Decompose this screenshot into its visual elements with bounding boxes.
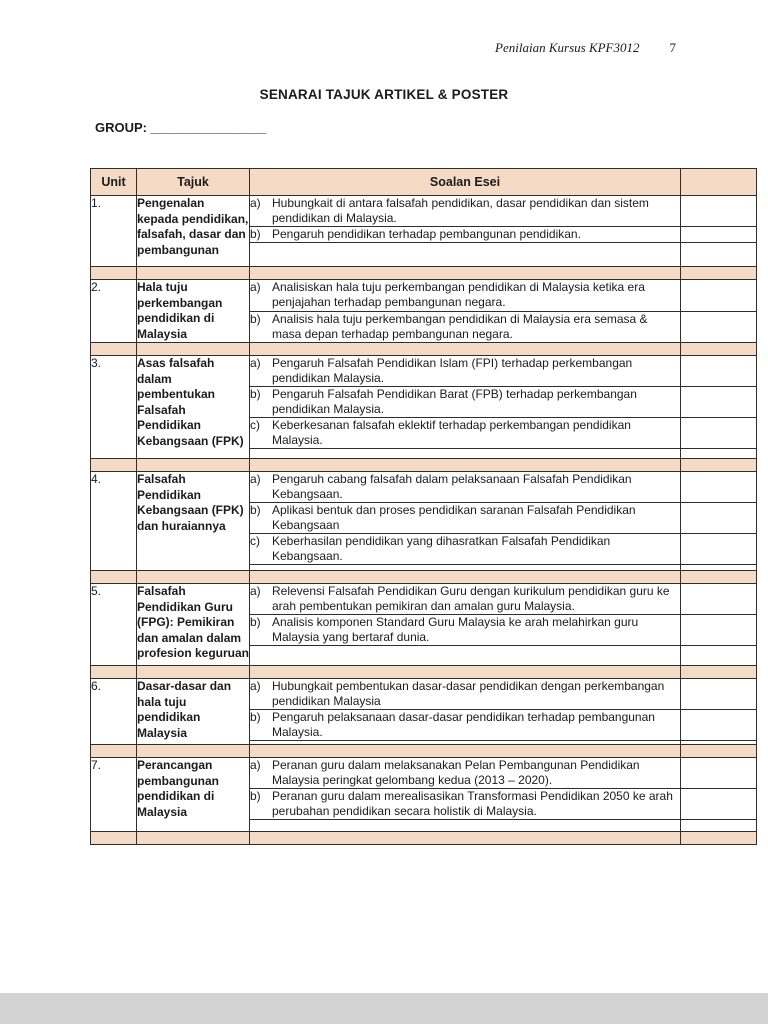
soalan-label: b) — [250, 710, 261, 724]
spacer-extra-cell — [681, 646, 757, 666]
soalan-row — [91, 196, 757, 227]
soalan-item — [250, 472, 680, 502]
unit-cell: 6. — [91, 679, 137, 745]
group-blank: ________________ — [150, 120, 267, 135]
soalan-text: Analisis komponen Standard Guru Malaysia ke arah melahirkan guru Malaysia yang bertaraf dunia. — [272, 615, 639, 644]
extra-cell — [681, 227, 757, 243]
separator-cell — [250, 343, 681, 356]
soalan-cell — [250, 387, 681, 418]
soalan-label: b) — [250, 789, 261, 803]
soalan-label: a) — [250, 584, 261, 598]
spacer-extra-cell — [681, 449, 757, 459]
soalan-text: Peranan guru dalam melaksanakan Pelan Pembangunan Pendidikan Malaysia peringkat gelombang kedua (2013 – 2020). — [272, 758, 640, 787]
soalan-label: a) — [250, 472, 261, 486]
soalan-cell — [250, 280, 681, 312]
soalan-item — [250, 418, 680, 448]
soalan-text: Relevensi Falsafah Pendidikan Guru dengan kurikulum pendidikan guru ke arah pembentukan pemikiran dan amalan guru Malaysia. — [272, 584, 670, 613]
soalan-row — [91, 356, 757, 387]
unit-cell: 5. — [91, 584, 137, 666]
separator-cell — [250, 267, 681, 280]
unit-cell: 3. — [91, 356, 137, 459]
extra-cell — [681, 356, 757, 387]
page-number: 7 — [669, 40, 676, 55]
header-row — [91, 169, 757, 196]
soalan-item — [250, 534, 680, 564]
soalan-cell — [250, 227, 681, 243]
extra-cell — [681, 534, 757, 565]
soalan-text: Analisiskan hala tuju perkembangan pendidikan di Malaysia ketika era penjajahan terhadap pembangunan negara. — [272, 280, 645, 309]
soalan-cell — [250, 679, 681, 710]
separator-cell — [250, 832, 681, 845]
soalan-cell — [250, 196, 681, 227]
soalan-text: Pengaruh pelaksanaan dasar-dasar pendidikan terhadap pembangunan Malaysia. — [272, 710, 655, 739]
separator-cell — [91, 832, 137, 845]
soalan-text: Pengaruh cabang falsafah dalam pelaksanaan Falsafah Pendidikan Kebangsaan. — [272, 472, 632, 501]
soalan-text: Pengaruh Falsafah Pendidikan Islam (FPI) terhadap perkembangan pendidikan Malaysia. — [272, 356, 633, 385]
separator-cell — [91, 571, 137, 584]
soalan-row — [91, 472, 757, 503]
soalan-row — [91, 679, 757, 710]
spacer-cell — [250, 820, 681, 832]
separator-cell — [137, 571, 250, 584]
spacer-extra-cell — [681, 243, 757, 267]
page-title: SENARAI TAJUK ARTIKEL & POSTER — [259, 87, 509, 102]
soalan-label: b) — [250, 227, 261, 241]
separator-row — [91, 343, 757, 356]
soalan-text: Keberhasilan pendidikan yang dihasratkan Falsafah Pendidikan Kebangsaan. — [272, 534, 611, 563]
separator-cell — [681, 459, 757, 472]
extra-cell — [681, 503, 757, 534]
soalan-item — [250, 789, 680, 819]
separator-cell — [137, 459, 250, 472]
table-body — [91, 196, 757, 845]
header-extra — [681, 169, 757, 196]
unit-cell: 1. — [91, 196, 137, 267]
soalan-text: Peranan guru dalam merealisasikan Transformasi Pendidikan 2050 ke arah perubahan pendidikan secara holistik di Malaysia. — [272, 789, 673, 818]
extra-cell — [681, 789, 757, 820]
extra-cell — [681, 387, 757, 418]
spacer-cell — [250, 243, 681, 267]
tajuk-cell: Perancangan pembangunan pendidikan di Malaysia — [137, 758, 250, 832]
group-label: GROUP: — [95, 120, 147, 135]
soalan-cell — [250, 758, 681, 789]
soalan-label: a) — [250, 679, 261, 693]
separator-cell — [91, 267, 137, 280]
separator-cell — [681, 745, 757, 758]
soalan-label: a) — [250, 356, 261, 370]
soalan-cell — [250, 789, 681, 820]
separator-cell — [137, 267, 250, 280]
soalan-label: a) — [250, 196, 261, 210]
soalan-label: a) — [250, 758, 261, 772]
soalan-row — [91, 584, 757, 615]
header-unit: Unit — [91, 169, 137, 196]
soalan-text: Aplikasi bentuk dan proses pendidikan saranan Falsafah Pendidikan Kebangsaan — [272, 503, 636, 532]
separator-row — [91, 459, 757, 472]
header-soalan-esei: Soalan Esei — [250, 169, 681, 196]
soalan-item — [250, 387, 680, 417]
group-line — [95, 120, 266, 135]
separator-cell — [91, 459, 137, 472]
soalan-cell — [250, 584, 681, 615]
soalan-label: a) — [250, 280, 261, 294]
separator-row — [91, 571, 757, 584]
extra-cell — [681, 311, 757, 343]
unit-cell: 7. — [91, 758, 137, 832]
separator-row — [91, 832, 757, 845]
soalan-label: b) — [250, 615, 261, 629]
soalan-cell — [250, 710, 681, 741]
separator-cell — [250, 459, 681, 472]
soalan-item — [250, 280, 680, 310]
separator-cell — [681, 343, 757, 356]
page-header — [495, 40, 676, 56]
soalan-label: c) — [250, 418, 260, 432]
separator-row — [91, 267, 757, 280]
header-tajuk: Tajuk — [137, 169, 250, 196]
extra-cell — [681, 758, 757, 789]
separator-cell — [681, 832, 757, 845]
spacer-extra-cell — [681, 820, 757, 832]
soalan-item — [250, 679, 680, 709]
separator-cell — [681, 666, 757, 679]
soalan-text: Pengaruh pendidikan terhadap pembangunan pendidikan. — [272, 227, 581, 241]
separator-cell — [91, 343, 137, 356]
soalan-row — [91, 758, 757, 789]
soalan-text: Hubungkait pembentukan dasar-dasar pendidikan dengan perkembangan pendidikan Malaysia — [272, 679, 665, 708]
tajuk-cell: Hala tuju perkembangan pendidikan di Malaysia — [137, 280, 250, 343]
soalan-text: Analisis hala tuju perkembangan pendidikan di Malaysia era semasa & masa depan terhadap pembangunan negara. — [272, 311, 648, 341]
extra-cell — [681, 472, 757, 503]
extra-cell — [681, 615, 757, 646]
soalan-text: Keberkesanan falsafah eklektif terhadap perkembangan pendidikan Malaysia. — [272, 418, 631, 447]
soalan-item — [250, 227, 680, 242]
separator-cell — [250, 745, 681, 758]
separator-cell — [681, 571, 757, 584]
soalan-item — [250, 356, 680, 386]
tajuk-cell: Asas falsafah dalam pembentukan Falsafah Pendidikan Kebangsaan (FPK) — [137, 356, 250, 459]
extra-cell — [681, 710, 757, 741]
tajuk-cell: Falsafah Pendidikan Guru (FPG): Pemikiran dan amalan dalam profesion keguruan — [137, 584, 250, 666]
soalan-cell — [250, 615, 681, 646]
unit-cell: 4. — [91, 472, 137, 571]
extra-cell — [681, 196, 757, 227]
soalan-item — [250, 584, 680, 614]
extra-cell — [681, 584, 757, 615]
soalan-item — [250, 710, 680, 740]
spacer-cell — [250, 646, 681, 666]
tajuk-cell: Dasar-dasar dan hala tuju pendidikan Malaysia — [137, 679, 250, 745]
page-bottom-bar — [0, 993, 768, 1024]
separator-cell — [250, 666, 681, 679]
soalan-cell — [250, 356, 681, 387]
unit-cell: 2. — [91, 280, 137, 343]
soalan-item — [250, 312, 680, 342]
soalan-label: b) — [250, 503, 261, 517]
separator-row — [91, 745, 757, 758]
separator-row — [91, 666, 757, 679]
table-container — [90, 168, 756, 845]
separator-cell — [137, 343, 250, 356]
tajuk-cell: Pengenalan kepada pendidikan, falsafah, dasar dan pembangunan — [137, 196, 250, 267]
soalan-item — [250, 503, 680, 533]
soalan-item — [250, 196, 680, 226]
separator-cell — [681, 267, 757, 280]
separator-cell — [137, 832, 250, 845]
soalan-cell — [250, 418, 681, 449]
soalan-item — [250, 615, 680, 645]
spacer-cell — [250, 449, 681, 459]
soalan-label: b) — [250, 311, 261, 326]
separator-cell — [137, 666, 250, 679]
separator-cell — [91, 666, 137, 679]
extra-cell — [681, 679, 757, 710]
soalan-table — [90, 168, 757, 845]
course-title: Penilaian Kursus KPF3012 — [495, 40, 640, 55]
soalan-cell — [250, 534, 681, 565]
soalan-cell — [250, 503, 681, 534]
separator-cell — [250, 571, 681, 584]
soalan-text: Hubungkait di antara falsafah pendidikan, dasar pendidikan dan sistem pendidikan di Malaysia. — [272, 196, 649, 225]
soalan-row — [91, 280, 757, 312]
soalan-label: b) — [250, 387, 261, 401]
soalan-text: Pengaruh Falsafah Pendidikan Barat (FPB) terhadap perkembangan pendidikan Malaysia. — [272, 387, 637, 416]
soalan-label: c) — [250, 534, 260, 548]
extra-cell — [681, 280, 757, 312]
separator-cell — [91, 745, 137, 758]
soalan-cell — [250, 472, 681, 503]
soalan-cell — [250, 311, 681, 343]
separator-cell — [137, 745, 250, 758]
tajuk-cell: Falsafah Pendidikan Kebangsaan (FPK) dan huraiannya — [137, 472, 250, 571]
extra-cell — [681, 418, 757, 449]
soalan-item — [250, 758, 680, 788]
